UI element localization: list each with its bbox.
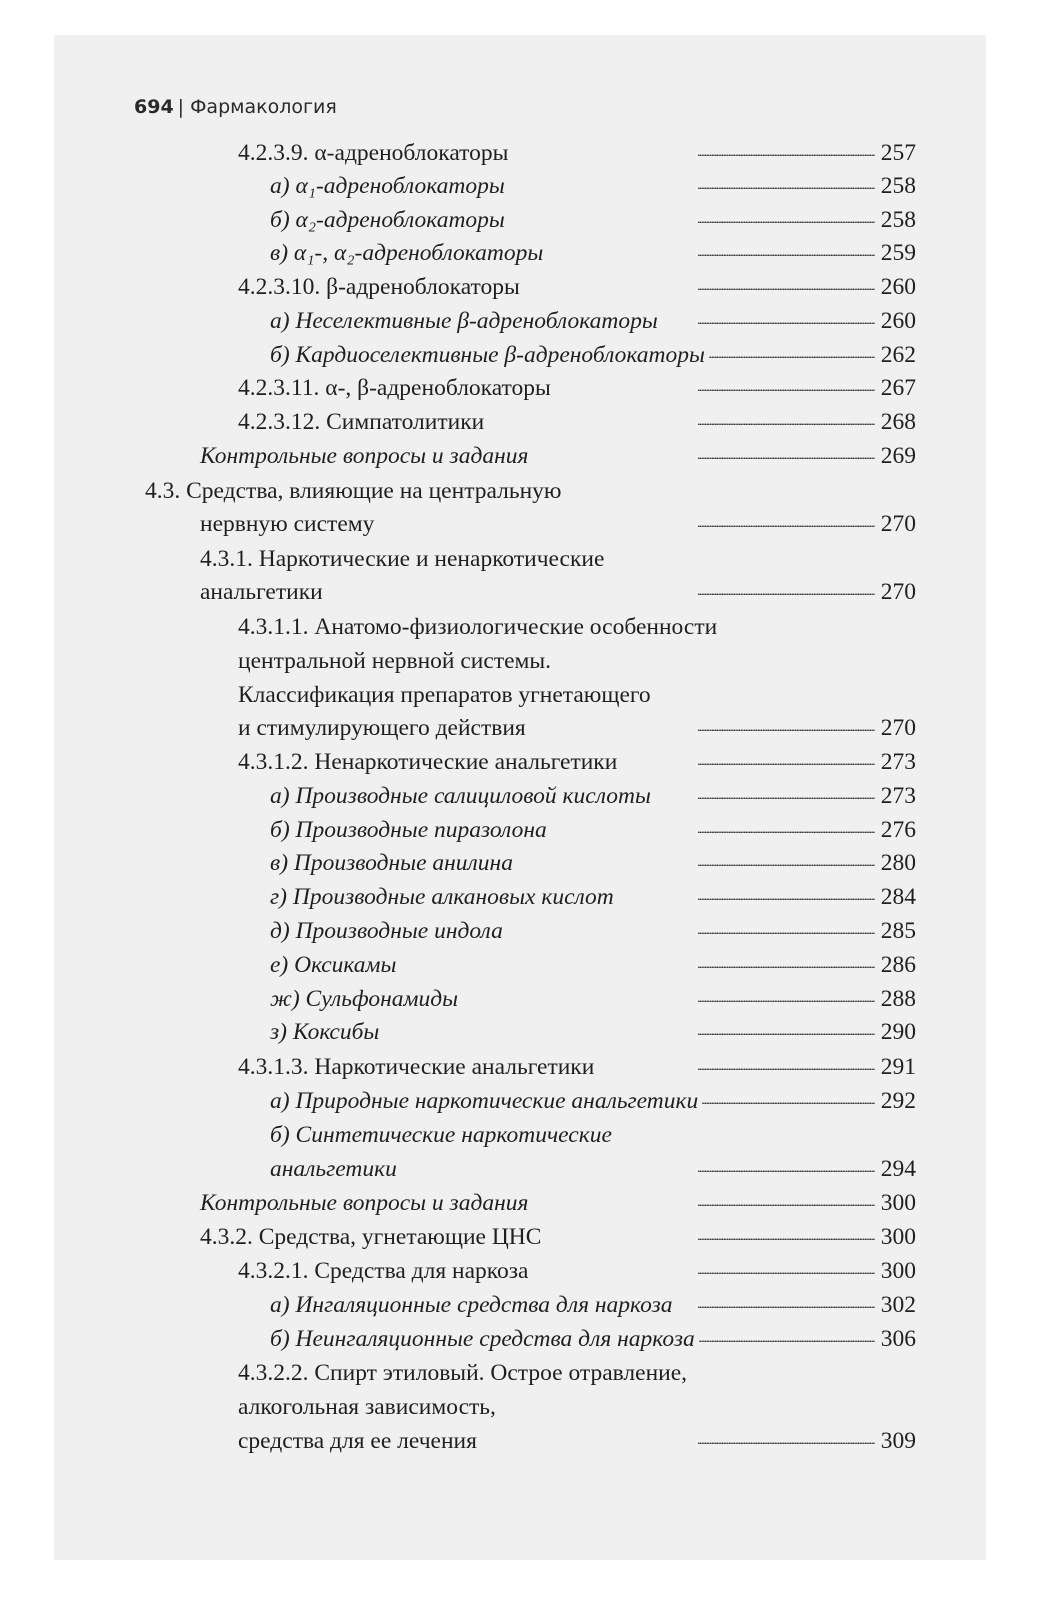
toc-entry-title: 4.2.3.12. Симпатолитики [238, 409, 485, 435]
toc-entry-title: а) α₁-адреноблокаторы [270, 173, 505, 199]
toc-entry-title: алкогольная зависимость, [238, 1394, 496, 1420]
toc-entry-page: 302 [880, 1292, 916, 1318]
toc-entry [238, 371, 916, 405]
toc-entry [270, 779, 916, 813]
toc-entry-title: б) Производные пиразолона [270, 817, 547, 843]
toc-entry-page: 270 [880, 511, 916, 537]
toc-entry-title: и стимулирующего действия [238, 715, 526, 741]
toc-entry-title: а) Неселективные β-адреноблокаторы [270, 308, 658, 334]
toc-entry [270, 1322, 916, 1356]
toc-leader-dots [532, 1190, 874, 1210]
toc-entry [270, 1015, 916, 1049]
toc-entry-title: в) Производные анилина [270, 850, 513, 876]
toc-entry-title: 4.3. Средства, влияющие на центральную [145, 478, 562, 504]
toc-entry-page: 300 [880, 1224, 916, 1250]
toc-entry-page: 288 [880, 986, 916, 1012]
toc-entry-title: 4.3.2.2. Спирт этиловый. Острое отравление, [238, 1360, 688, 1386]
book-title: Фармакология [190, 96, 337, 118]
toc-leader-dots [488, 409, 875, 429]
toc-leader-dots [655, 783, 875, 803]
toc-entry-page: 260 [880, 308, 916, 334]
toc-leader-dots [621, 749, 874, 769]
toc-entry-title: центральной нервной системы. [238, 648, 552, 674]
toc-leader-dots [545, 1224, 874, 1244]
toc-entry-title: б) Синтетические наркотические [270, 1122, 612, 1148]
toc-entry-page: 309 [880, 1428, 916, 1454]
toc-entry [270, 982, 916, 1016]
toc-entry [200, 575, 916, 609]
toc-entry [200, 507, 916, 541]
toc-leader-dots [555, 375, 875, 395]
toc-leader-dots [383, 1019, 874, 1039]
toc-entry-title: анальгетики [200, 579, 323, 605]
toc-entry [200, 1186, 916, 1220]
toc-entry-title: б) α₂-адреноблокаторы [270, 207, 505, 233]
toc-entry [270, 169, 916, 203]
toc-entry-page: 292 [880, 1088, 916, 1114]
toc-entry-title: анальгетики [270, 1156, 397, 1182]
toc-leader-dots [509, 207, 875, 227]
toc-entry [238, 711, 916, 745]
toc-entry-title: 4.2.3.11. α-, β-адреноблокаторы [238, 375, 551, 401]
toc-entry [270, 1152, 916, 1186]
toc-leader-dots [509, 173, 875, 193]
toc-leader-dots [551, 817, 875, 837]
toc-entry [270, 1288, 916, 1322]
toc-entry-page: 294 [880, 1156, 916, 1182]
toc-entry-title: 4.3.2.1. Средства для наркоза [238, 1258, 529, 1284]
toc-entry [270, 338, 916, 372]
toc-entry-title: 4.3.1.3. Наркотические анальгетики [238, 1054, 595, 1080]
toc-entry [238, 1050, 916, 1084]
toc-entry-page: 260 [880, 274, 916, 300]
toc-leader-dots [699, 1326, 875, 1346]
toc-leader-dots [524, 274, 875, 294]
toc-entry-title: в) α₁-, α₂-адреноблокаторы [270, 240, 544, 266]
toc-entry [238, 745, 916, 779]
toc-entry-page: 286 [880, 952, 916, 978]
toc-entry-title: Контрольные вопросы и задания [200, 1190, 529, 1216]
toc-entry-page: 268 [880, 409, 916, 435]
toc-entry-page: 258 [880, 207, 916, 233]
toc-entry-page: 258 [880, 173, 916, 199]
toc-leader-dots [547, 240, 874, 260]
toc-entry-page: 270 [880, 715, 916, 741]
toc-entry-title: е) Оксикамы [270, 952, 397, 978]
toc-entry-page: 257 [880, 140, 916, 166]
toc-entry [238, 136, 916, 170]
header-divider: | [177, 96, 185, 118]
toc-entry-page: 273 [880, 749, 916, 775]
toc-leader-dots [517, 850, 875, 870]
toc-entry [270, 948, 916, 982]
toc-entry [270, 236, 916, 270]
toc-entry-title: нервную систему [200, 511, 375, 537]
toc-leader-dots [676, 1292, 874, 1312]
toc-entry-title: б) Кардиоселективные β-адреноблокаторы [270, 342, 705, 368]
toc-leader-dots [532, 443, 874, 463]
toc-entry-title: 4.2.3.10. β-адреноблокаторы [238, 274, 520, 300]
toc-entry-title: Классификация препаратов угнетающего [238, 682, 651, 708]
toc-leader-dots [378, 511, 874, 531]
toc-entry [270, 813, 916, 847]
toc-entry-page: 280 [880, 850, 916, 876]
toc-leader-dots [530, 715, 875, 735]
toc-entry-page: 259 [880, 240, 916, 266]
toc-entry-title: а) Производные салициловой кислоты [270, 783, 651, 809]
toc-entry [270, 1084, 916, 1118]
toc-entry [238, 1254, 916, 1288]
toc-leader-dots [401, 1156, 875, 1176]
toc-entry-title: Контрольные вопросы и задания [200, 443, 529, 469]
toc-leader-dots [618, 884, 875, 904]
toc-entry-page: 276 [880, 817, 916, 843]
toc-entry-title: г) Производные алкановых кислот [270, 884, 614, 910]
toc-entry-page: 273 [880, 783, 916, 809]
toc-leader-dots [327, 579, 875, 599]
toc-entry [270, 880, 916, 914]
toc-entry-page: 306 [880, 1326, 916, 1352]
toc-entry-title: б) Неингаляционные средства для наркоза [270, 1326, 695, 1352]
toc-entry-page: 262 [880, 342, 916, 368]
toc-entry-page: 300 [880, 1258, 916, 1284]
toc-entry-title: з) Коксибы [270, 1019, 380, 1045]
toc-entry-title: а) Природные наркотические анальгетики [270, 1088, 699, 1114]
toc-entry-title: а) Ингаляционные средства для наркоза [270, 1292, 673, 1318]
toc-entry-title: средства для ее лечения [238, 1428, 477, 1454]
toc-entry-page: 290 [880, 1019, 916, 1045]
toc-leader-dots [532, 1258, 874, 1278]
toc-entry-page: 267 [880, 375, 916, 401]
toc-entry-title: 4.3.1. Наркотические и ненаркотические [200, 546, 605, 572]
toc-entry [270, 846, 916, 880]
toc-entry [238, 405, 916, 439]
toc-entry-title: ж) Сульфонамиды [270, 986, 459, 1012]
toc-leader-dots [709, 342, 875, 362]
toc-leader-dots [598, 1054, 874, 1074]
toc-leader-dots [462, 986, 875, 1006]
toc-leader-dots [400, 952, 874, 972]
toc-leader-dots [512, 140, 874, 160]
toc-leader-dots [507, 918, 875, 938]
toc-entry-title: 4.3.1.1. Анатомо-физиологические особенности [238, 614, 718, 640]
toc-leader-dots [481, 1428, 875, 1448]
toc-entry [270, 914, 916, 948]
toc-entry [270, 304, 916, 338]
page-number: 694 [134, 96, 174, 118]
toc-entry-page: 270 [880, 579, 916, 605]
toc-entry [200, 1220, 916, 1254]
toc-entry-page: 285 [880, 918, 916, 944]
toc-entry-title: д) Производные индола [270, 918, 503, 944]
toc-entry-page: 300 [880, 1190, 916, 1216]
toc-entry-title: 4.3.1.2. Ненаркотические анальгетики [238, 749, 618, 775]
toc-leader-dots [702, 1088, 874, 1108]
toc-entry-title: 4.2.3.9. α-адреноблокаторы [238, 140, 509, 166]
toc-entry [238, 270, 916, 304]
toc-entry [200, 439, 916, 473]
toc-leader-dots [662, 308, 875, 328]
toc-entry [270, 203, 916, 237]
toc-entry-title: 4.3.2. Средства, угнетающие ЦНС [200, 1224, 542, 1250]
toc-entry-page: 269 [880, 443, 916, 469]
toc-entry-page: 284 [880, 884, 916, 910]
toc-entry-page: 291 [880, 1054, 916, 1080]
toc-entry [238, 1424, 916, 1458]
